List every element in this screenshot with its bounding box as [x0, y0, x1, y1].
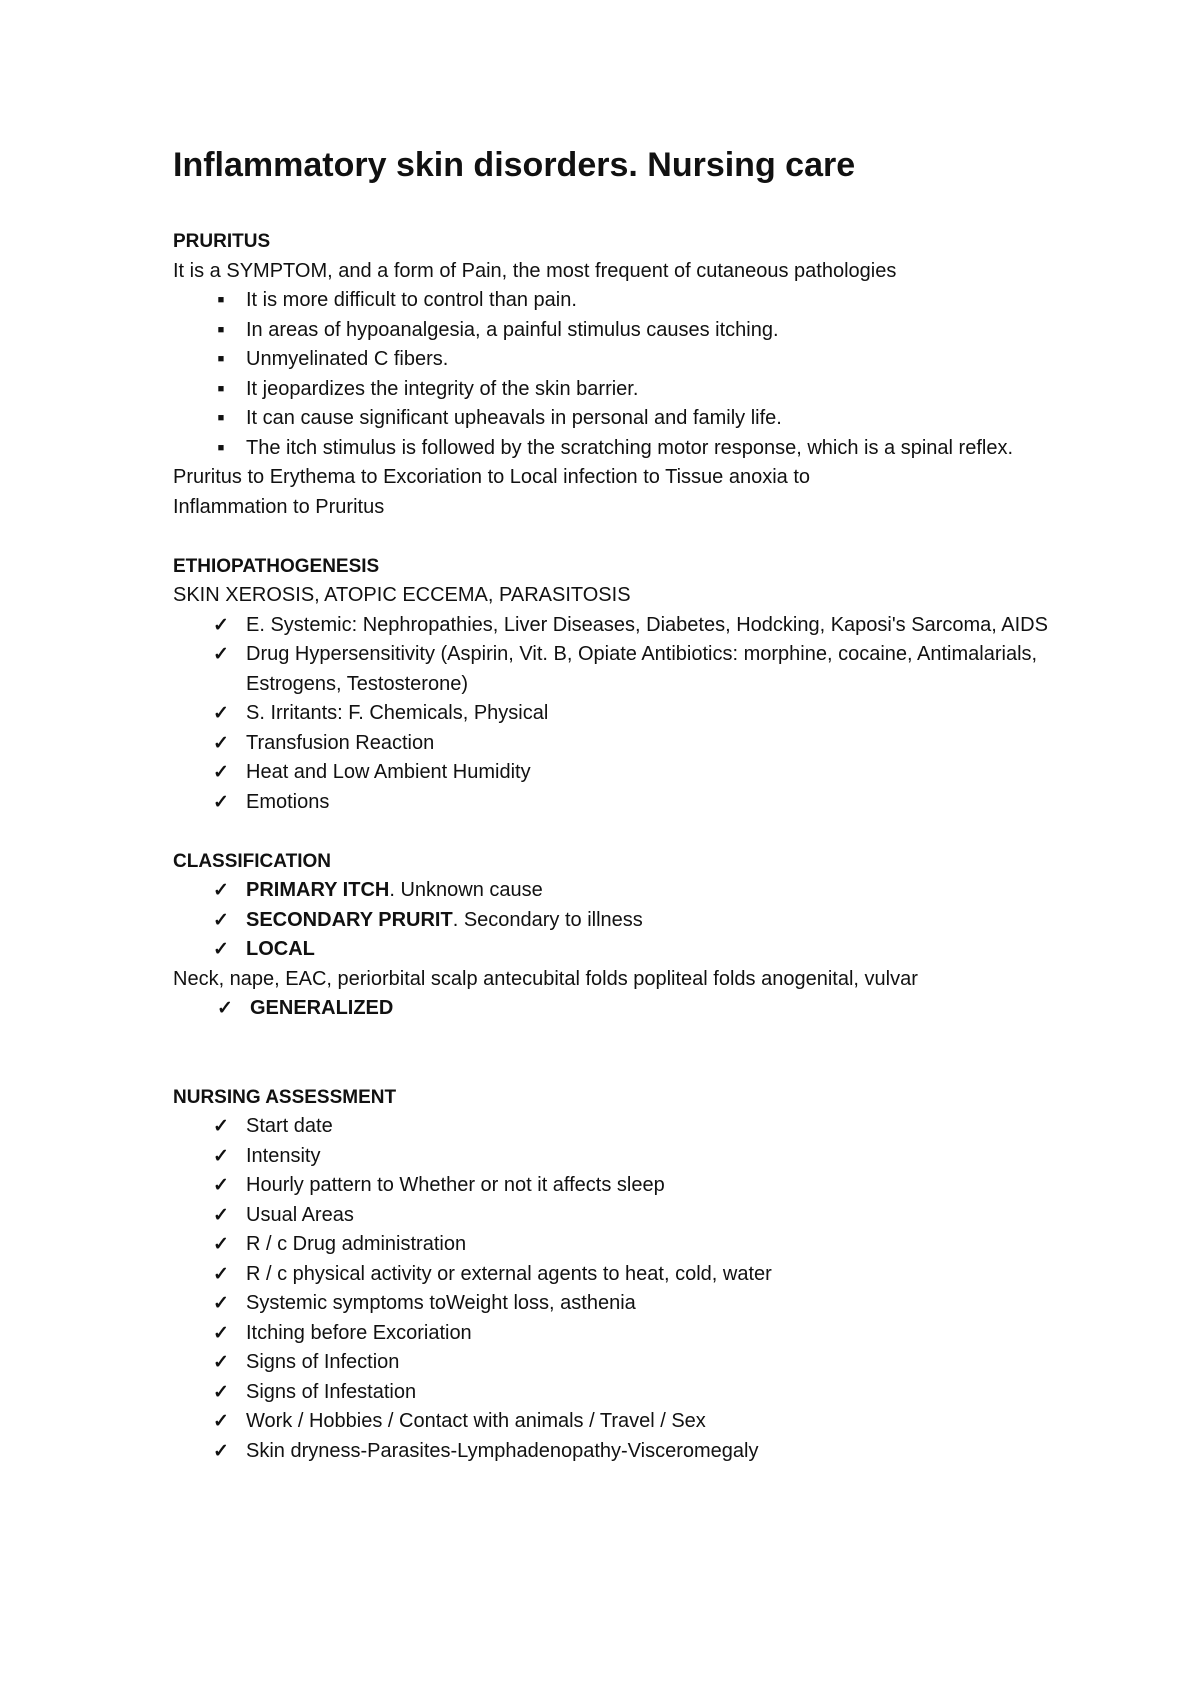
square-bullet-icon: ■ [217, 382, 225, 395]
square-bullet-icon: ■ [217, 412, 225, 424]
list-item: ✓ Hourly pattern to Whether or not it affects sleep [173, 1171, 1053, 1201]
list-item: ✓ Signs of Infection [173, 1348, 1053, 1378]
checkmark-icon: ✓ [213, 1381, 229, 1403]
list-item: ■ In areas of hypoanalgesia, a painful stimulus causes itching. [173, 316, 1053, 346]
heading-classification: CLASSIFICATION [173, 850, 331, 872]
list-item: ✓ Drug Hypersensitivity (Aspirin, Vit. B, Opiate Antibiotics: morphine, cocaine, Antimalarials, Estrogens, Testosterone) [173, 640, 1053, 699]
pruritus-cycle-line-2: Inflammation to Pruritus [173, 495, 385, 518]
checkmark-icon: ✓ [217, 998, 233, 1019]
heading-ethiopathogenesis: ETHIOPATHOGENESIS [173, 555, 380, 577]
heading-nursing-assessment: NURSING ASSESSMENT [173, 1086, 397, 1108]
heading-pruritus: PRURITUS [173, 231, 271, 252]
assessment-check-list [173, 1112, 1053, 1466]
checkmark-icon: ✓ [213, 1145, 229, 1167]
checkmark-icon: ✓ [213, 762, 229, 783]
classification-local-areas: Neck, nape, EAC, periorbital scalp antecubital folds popliteal folds anogenital, vulvar [173, 967, 918, 990]
list-item: ✓ SECONDARY PRURIT. Secondary to illness [173, 906, 1053, 936]
list-item: ✓ LOCAL [173, 935, 1053, 965]
section-pruritus [173, 227, 1053, 522]
list-item: ✓ Start date [173, 1112, 1053, 1142]
list-item: ✓ Work / Hobbies / Contact with animals / Travel / Sex [173, 1407, 1053, 1437]
list-item: ✓ R / c physical activity or external agents to heat, cold, water [173, 1260, 1053, 1290]
list-item: ✓ S. Irritants: F. Chemicals, Physical [173, 699, 1053, 729]
checkmark-icon: ✓ [213, 732, 229, 754]
pruritus-intro: It is a SYMPTOM, and a form of Pain, the most frequent of cutaneous pathologies [173, 259, 897, 282]
checkmark-icon: ✓ [213, 791, 229, 813]
list-item: ✓ Transfusion Reaction [173, 729, 1053, 759]
list-item: ✓ Heat and Low Ambient Humidity [173, 758, 1053, 788]
list-item: ✓ Emotions [173, 788, 1053, 818]
ethiopathogenesis-intro: SKIN XEROSIS, ATOPIC ECCEMA, PARASITOSIS [173, 584, 631, 606]
classification-generalized-list [173, 994, 1053, 1024]
checkmark-icon: ✓ [213, 1293, 229, 1314]
list-item: ✓ Usual Areas [173, 1201, 1053, 1231]
square-bullet-icon: ■ [217, 294, 225, 306]
title-rest-part: . Nursing care [628, 146, 856, 184]
list-item: ✓ Intensity [173, 1142, 1053, 1172]
checkmark-icon: ✓ [213, 1204, 229, 1226]
checkmark-icon: ✓ [213, 614, 229, 636]
section-classification [173, 847, 1053, 1024]
spacer [173, 817, 1053, 847]
list-item: ✓ R / c Drug administration [173, 1230, 1053, 1260]
section-ethiopathogenesis [173, 552, 1053, 818]
square-bullet-icon: ■ [217, 353, 225, 365]
list-item: ✓ Signs of Infestation [173, 1378, 1053, 1408]
checkmark-icon: ✓ [213, 1440, 229, 1462]
list-item: ✓ E. Systemic: Nephropathies, Liver Diseases, Diabetes, Hodcking, Kaposi's Sarcoma, AIDS [173, 611, 1053, 641]
spacer [173, 1024, 1053, 1083]
pruritus-cycle-line-1: Pruritus to Erythema to Excoriation to Local infection to Tissue anoxia to [173, 466, 810, 488]
list-item: ✓ Systemic symptoms toWeight loss, asthenia [173, 1289, 1053, 1319]
spacer [173, 522, 1053, 552]
checkmark-icon: ✓ [213, 880, 229, 901]
list-item: ✓ Skin dryness-Parasites-Lymphadenopathy-Visceromegaly [173, 1437, 1053, 1467]
checkmark-icon: ✓ [213, 1411, 229, 1432]
document-title [173, 140, 1053, 190]
checkmark-icon: ✓ [213, 1322, 229, 1344]
list-item: ■ Unmyelinated C fibers. [173, 345, 1053, 375]
checkmark-icon: ✓ [213, 1116, 229, 1137]
section-nursing-assessment [173, 1083, 1053, 1467]
list-item: ■ It can cause significant upheavals in personal and family life. [173, 404, 1053, 434]
square-bullet-icon: ■ [217, 323, 225, 336]
list-item: ■ The itch stimulus is followed by the scratching motor response, which is a spinal reflex. [173, 434, 1053, 464]
checkmark-icon: ✓ [213, 1352, 229, 1373]
list-item: ✓ Itching before Excoriation [173, 1319, 1053, 1349]
title-bold-part: Inflammatory skin disorders [173, 146, 629, 184]
checkmark-icon: ✓ [213, 644, 229, 665]
classification-check-list [173, 876, 1053, 965]
pruritus-bullet-list [173, 286, 1053, 463]
checkmark-icon: ✓ [213, 1263, 229, 1285]
checkmark-icon: ✓ [213, 909, 229, 931]
square-bullet-icon: ■ [217, 441, 225, 454]
list-item: ■ It jeopardizes the integrity of the skin barrier. [173, 375, 1053, 405]
checkmark-icon: ✓ [213, 703, 229, 724]
list-item: ✓ GENERALIZED [173, 994, 1053, 1024]
document-page [173, 140, 1053, 1466]
checkmark-icon: ✓ [213, 1234, 229, 1255]
checkmark-icon: ✓ [213, 939, 229, 960]
list-item: ✓ PRIMARY ITCH. Unknown cause [173, 876, 1053, 906]
checkmark-icon: ✓ [213, 1175, 229, 1196]
list-item: ■ It is more difficult to control than pain. [173, 286, 1053, 316]
ethiopathogenesis-check-list [173, 611, 1053, 818]
